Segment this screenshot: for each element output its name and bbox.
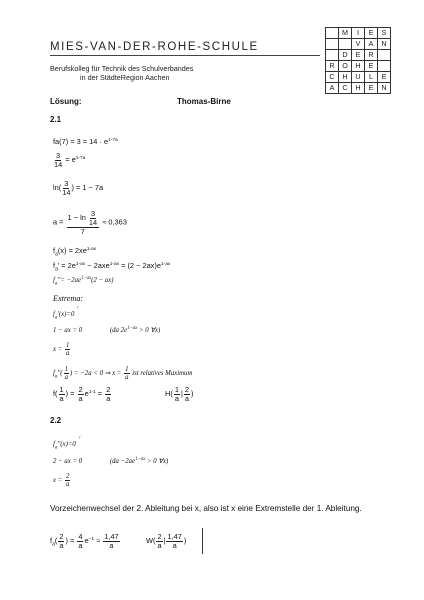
logo-cell: E (378, 72, 391, 83)
logo-cell (326, 28, 339, 39)
extrema-check: $f_a''$( $\frac{1}{a}$ ) = −2a < 0 ⇒ x = $\frac{1}{a}$ ist relatives Maximum (53, 366, 193, 382)
equation-second-derivative: $f_a''= -2ae^{1-ax}(2 - ax)$ (53, 276, 114, 287)
topic-title: Thomas-Birne (177, 97, 231, 106)
logo-cell: C (326, 72, 339, 83)
equation-log: ln( $\frac{3}{14}$ ) = 1 − 7a (53, 179, 104, 197)
explanation-paragraph: Vorzeichenwechsel der 2. Ableitung bei x, also ist x eine Extremstelle der 1. Ableitung. (50, 504, 362, 513)
logo-cell: R (326, 61, 339, 72)
logo-cell: O (339, 61, 352, 72)
logo-cell: I (352, 28, 365, 39)
logo-cell: A (326, 83, 339, 94)
school-subtitle-2: in der StädteRegion Aachen (80, 73, 170, 82)
logo-cell: U (352, 72, 365, 83)
section-heading-2-2: 2.2 (50, 416, 62, 425)
solution-label: Lösung: (50, 97, 82, 106)
school-name: MIES-VAN-DER-ROHE-SCHULE (50, 41, 259, 53)
extrema-value: f( $\frac{1}{a}$ ) = $\frac{2}{a}$ $e^{1-1}$ = $\frac{2}{a}$ (53, 385, 111, 403)
logo-cell: E (365, 83, 378, 94)
logo-cell: H (352, 61, 365, 72)
school-logo (325, 27, 391, 94)
logo-cell: M (339, 28, 352, 39)
school-subtitle-1: Berufskolleg für Technik des Schulverbandes (50, 64, 194, 73)
logo-cell (378, 61, 391, 72)
inflection-x: x = $\frac{2}{a}$ (53, 473, 70, 489)
text-cursor-bar (202, 528, 203, 554)
logo-cell: H (339, 72, 352, 83)
inflection-equation: 2 − ax = 0 ($da -2ae^{1-ax} > 0$ ∀x) (53, 457, 169, 465)
header-rule (50, 55, 320, 56)
extrema-x: x = $\frac{1}{a}$ (53, 342, 70, 358)
equation-a-value: a = 1 − ln $\frac{3}{14}$ 7 ≈ 0,363 (53, 209, 127, 236)
extrema-equation: 1 − ax = 0 (da $2e^{1-ax} > 0$ ∀x) (53, 326, 161, 334)
section-heading-2-1: 2.1 (50, 115, 62, 124)
extrema-label: Extrema: (53, 294, 84, 303)
logo-cell (326, 50, 339, 61)
inflection-condition: $f_a''(x)=0$ ! (53, 435, 81, 451)
equation-ratio: $\frac{3}{14}$ = $e^{1-7a}$ (54, 151, 86, 169)
logo-cell: L (365, 72, 378, 83)
logo-cell: E (352, 50, 365, 61)
logo-cell: E (365, 28, 378, 39)
logo-cell: A (365, 39, 378, 50)
extrema-condition: $f_a'(x)=0$ ! (53, 305, 79, 321)
equation-function: $f_a(x) = 2xe^{1-ax}$ (53, 246, 97, 258)
logo-cell: E (365, 61, 378, 72)
turning-point: W( $\frac{2}{a}$ | $\frac{1,47}{a}$ ) (146, 532, 187, 550)
logo-cell (339, 39, 352, 50)
logo-cell: D (339, 50, 352, 61)
logo-cell: C (339, 83, 352, 94)
high-point: H( $\frac{1}{a}$ | $\frac{2}{a}$ ) (165, 385, 194, 403)
inflection-value: $f_a$( $\frac{2}{a}$ ) = $\frac{4}{a}$ $e^{-1}$ ≈ $\frac{1,47}{a}$ (50, 532, 119, 550)
logo-cell: N (378, 83, 391, 94)
logo-cell: H (352, 83, 365, 94)
equation-fa7: $fa(7) = 3 = 14 \cdot e^{1-7a}$ (53, 137, 118, 146)
equation-first-derivative: $f_a' = 2e^{1-ax} - 2axe^{1-ax} = (2 - 2ax)e^{1-ax}$ (53, 261, 171, 273)
logo-cell: R (365, 50, 378, 61)
logo-cell: S (378, 28, 391, 39)
logo-cell: V (352, 39, 365, 50)
logo-cell (326, 39, 339, 50)
logo-cell: N (378, 39, 391, 50)
logo-cell (378, 50, 391, 61)
